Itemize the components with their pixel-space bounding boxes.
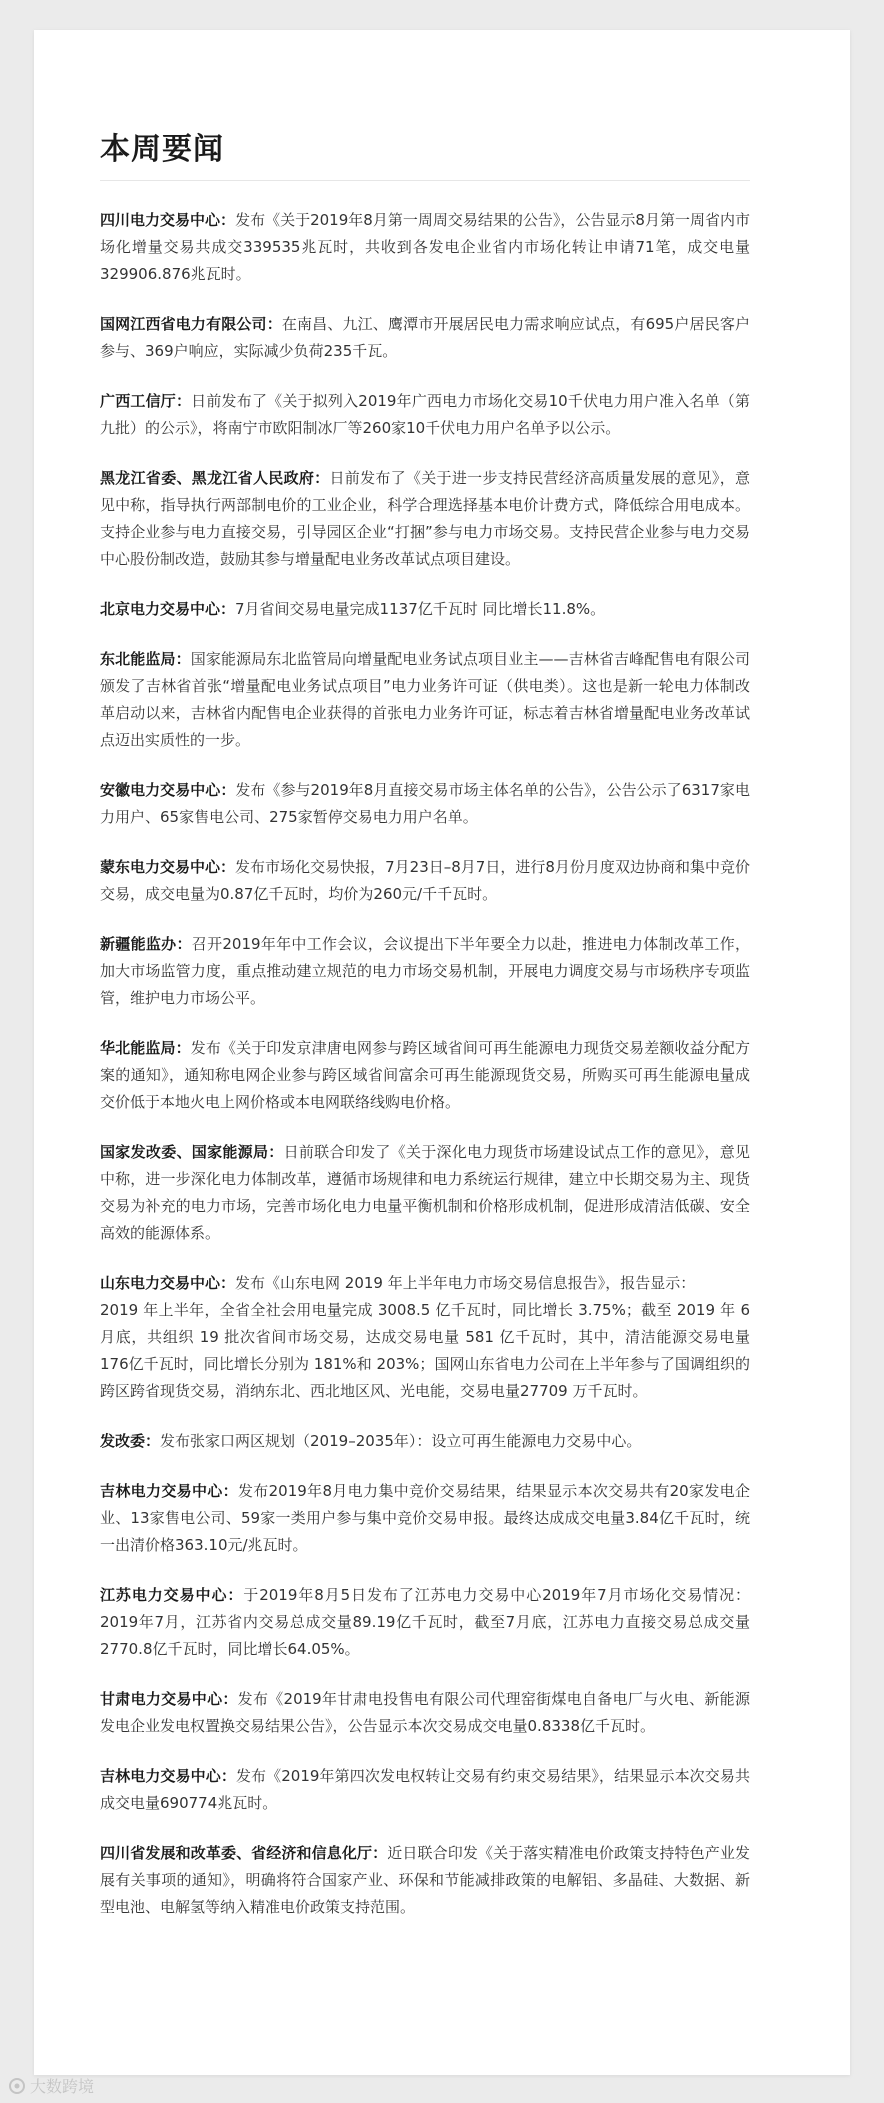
news-body: 发布2019年8月电力集中竞价交易结果，结果显示本次交易共有20家发电企业、13家售电公司、59家一类用户参与集中竞价交易申报。最终达成成交电量3.84亿千瓦时，统一出清价格363.10元/兆瓦时。 xyxy=(100,1482,750,1554)
news-list xyxy=(100,207,750,1921)
news-source: 吉林电力交易中心： xyxy=(100,1482,238,1500)
news-item xyxy=(100,1582,750,1663)
news-body: 发布《山东电网 2019 年上半年电力市场交易信息报告》，报告显示： 2019 年上半年，全省全社会用电量完成 3008.5 亿千瓦时，同比增长 3.75%；截至 2019 年 6 月底，共组织 19 批次省间市场交易，达成交易电量 581 亿千瓦时，其中，清洁能源交易电量 176亿千瓦时，同比增长分别为 181%和 203%；国网山东省电力公司在上半年参与了国调组织的跨区跨省现货交易，消纳东北、西北地区风、光电能，交易电量27709 万千瓦时。 xyxy=(100,1274,750,1400)
page-title: 本周要闻 xyxy=(100,124,750,181)
watermark xyxy=(8,2074,94,2097)
news-item xyxy=(100,1270,750,1405)
news-source: 蒙东电力交易中心： xyxy=(100,858,236,876)
news-body: 国家能源局东北监管局向增量配电业务试点项目业主——吉林省吉峰配售电有限公司颁发了吉林省首张“增量配电业务试点项目”电力业务许可证（供电类）。这也是新一轮电力体制改革启动以来，吉林省内配售电企业获得的首张电力业务许可证，标志着吉林省增量配电业务改革试点迈出实质性的一步。 xyxy=(100,650,750,749)
news-item xyxy=(100,777,750,831)
news-body: 发布《2019年甘肃电投售电有限公司代理窑街煤电自备电厂与火电、新能源发电企业发电权置换交易结果公告》，公告显示本次交易成交电量0.8338亿千瓦时。 xyxy=(100,1690,750,1735)
news-source: 国网江西省电力有限公司： xyxy=(100,315,282,333)
news-source: 发改委： xyxy=(100,1432,161,1450)
news-source: 四川电力交易中心： xyxy=(100,211,236,229)
news-item xyxy=(100,1428,750,1455)
news-source: 国家发改委、国家能源局： xyxy=(100,1143,284,1161)
news-source: 华北能监局： xyxy=(100,1039,191,1057)
news-body: 发布《参与2019年8月直接交易市场主体名单的公告》，公告公示了6317家电力用户、65家售电公司、275家暂停交易电力用户名单。 xyxy=(100,781,750,826)
article-content xyxy=(100,124,750,1944)
watermark-text: 大数跨境 xyxy=(30,2077,95,2096)
news-body: 发布张家口两区规划（2019–2035年）：设立可再生能源电力交易中心。 xyxy=(160,1432,642,1450)
news-item xyxy=(100,1840,750,1921)
watermark-logo-icon xyxy=(8,2077,26,2095)
news-source: 黑龙江省委、黑龙江省人民政府： xyxy=(100,469,330,487)
news-item xyxy=(100,388,750,442)
news-item xyxy=(100,1478,750,1559)
news-body: 召开2019年年中工作会议，会议提出下半年要全力以赴，推进电力体制改革工作，加大市场监管力度，重点推动建立规范的电力市场交易机制，开展电力调度交易与市场秩序专项监管，维护电力市场公平。 xyxy=(100,935,750,1007)
news-body: 于2019年8月5日发布了江苏电力交易中心2019年7月市场化交易情况：2019年7月，江苏省内交易总成交量89.19亿千瓦时，截至7月底，江苏电力直接交易总成交量2770.8亿千瓦时，同比增长64.05%。 xyxy=(100,1586,750,1658)
news-body: 日前发布了《关于进一步支持民营经济高质量发展的意见》，意见中称，指导执行两部制电价的工业企业，科学合理选择基本电价计费方式，降低综合用电成本。支持企业参与电力直接交易，引导园区企业“打捆”参与电力市场交易。支持民营企业参与电力交易中心股份制改造，鼓励其参与增量配电业务改革试点项目建设。 xyxy=(100,469,750,568)
news-body: 近日联合印发《关于落实精准电价政策支持特色产业发展有关事项的通知》，明确将符合国家产业、环保和节能减排政策的电解铝、多晶硅、大数据、新型电池、电解氢等纳入精准电价政策支持范围。 xyxy=(100,1844,750,1916)
news-item xyxy=(100,465,750,573)
news-body: 发布《关于印发京津唐电网参与跨区域省间可再生能源电力现货交易差额收益分配方案的通知》，通知称电网企业参与跨区域省间富余可再生能源现货交易，所购买可再生能源电量成交价低于本地火电上网价格或本电网联络线购电价格。 xyxy=(100,1039,750,1111)
news-body: 发布市场化交易快报，7月23日–8月7日，进行8月份月度双边协商和集中竞价交易，成交电量为0.87亿千瓦时，均价为260元/千千瓦时。 xyxy=(100,858,750,903)
news-body: 发布《关于2019年8月第一周周交易结果的公告》，公告显示8月第一周省内市场化增量交易共成交339535兆瓦时，共收到各发电企业省内市场化转让申请71笔，成交电量329906.876兆瓦时。 xyxy=(100,211,750,283)
news-source: 江苏电力交易中心： xyxy=(100,1586,244,1604)
news-body: 日前联合印发了《关于深化电力现货市场建设试点工作的意见》，意见中称，进一步深化电力体制改革，遵循市场规律和电力系统运行规律，建立中长期交易为主、现货交易为补充的电力市场，完善市场化电力电量平衡机制和价格形成机制，促进形成清洁低碳、安全高效的能源体系。 xyxy=(100,1143,750,1242)
news-item xyxy=(100,596,750,623)
news-item xyxy=(100,1139,750,1247)
news-item xyxy=(100,1763,750,1817)
news-source: 安徽电力交易中心： xyxy=(100,781,236,799)
news-source: 吉林电力交易中心： xyxy=(100,1767,236,1785)
news-body: 发布《2019年第四次发电权转让交易有约束交易结果》，结果显示本次交易共成交电量690774兆瓦时。 xyxy=(100,1767,750,1812)
news-item xyxy=(100,1035,750,1116)
news-item xyxy=(100,311,750,365)
news-source: 山东电力交易中心： xyxy=(100,1274,236,1292)
news-source: 广西工信厅： xyxy=(100,392,192,410)
news-source: 四川省发展和改革委、省经济和信息化厅： xyxy=(100,1844,388,1862)
news-body: 日前发布了《关于拟列入2019年广西电力市场化交易10千伏电力用户准入名单（第九批）的公示》，将南宁市欧阳制冰厂等260家10千伏电力用户名单予以公示。 xyxy=(100,392,750,437)
news-source: 北京电力交易中心： xyxy=(100,600,236,618)
news-item xyxy=(100,646,750,754)
news-item xyxy=(100,1686,750,1740)
news-body: 7月省间交易电量完成1137亿千瓦时 同比增长11.8%。 xyxy=(235,600,606,618)
news-item xyxy=(100,207,750,288)
news-source: 新疆能监办： xyxy=(100,935,192,953)
news-source: 甘肃电力交易中心： xyxy=(100,1690,238,1708)
news-body: 在南昌、九江、鹰潭市开展居民电力需求响应试点，有695户居民客户参与、369户响应，实际减少负荷235千瓦。 xyxy=(100,315,750,360)
news-item xyxy=(100,931,750,1012)
news-item xyxy=(100,854,750,908)
news-source: 东北能监局： xyxy=(100,650,191,668)
